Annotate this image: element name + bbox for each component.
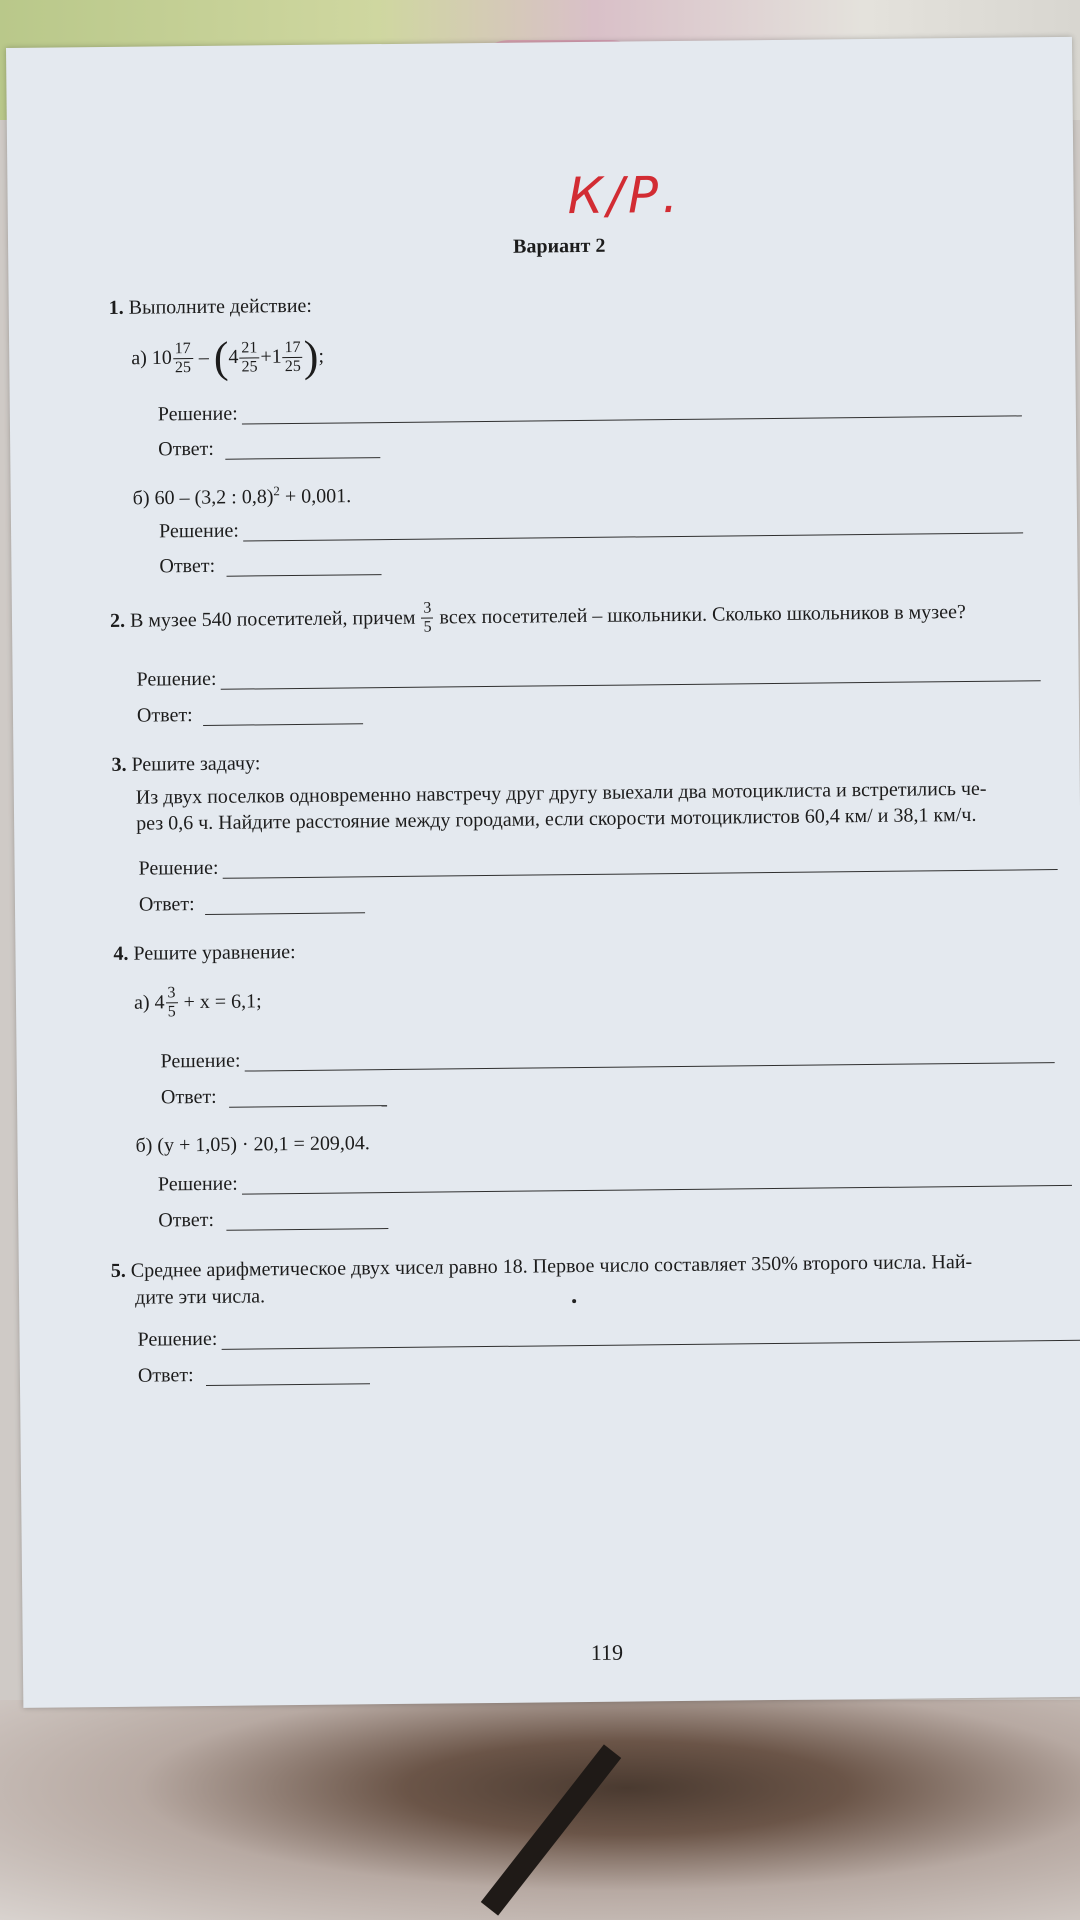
task-1a-den2: 25 bbox=[241, 357, 258, 376]
task-4a-fraction bbox=[165, 984, 177, 1021]
task-3-answer-line[interactable] bbox=[205, 912, 365, 915]
task-1a-expression bbox=[131, 331, 325, 382]
task-5-answer-label: Ответ: bbox=[137, 1364, 194, 1387]
task-2-num: 3 bbox=[421, 600, 433, 619]
task-1a-solution-line[interactable] bbox=[242, 415, 1022, 424]
task-3-number: 3. bbox=[111, 753, 127, 776]
task-4a-num: 3 bbox=[165, 984, 177, 1003]
task-3-line-2: рез 0,6 ч. Найдите расстояние между городами, если скорости мотоциклистов 60,4 км/ и 38,1 км/ч. bbox=[136, 803, 977, 835]
task-5-solution-label: Решение: bbox=[137, 1327, 218, 1351]
ink-dot bbox=[572, 1299, 576, 1303]
task-5-solution-line[interactable] bbox=[222, 1340, 1080, 1350]
task-1a-end: ; bbox=[318, 345, 325, 368]
task-1a-plus: +1 bbox=[260, 345, 282, 368]
task-1-number: 1. bbox=[108, 296, 124, 319]
task-1a-solution-label: Решение: bbox=[157, 402, 238, 426]
background-fabric bbox=[0, 1700, 1080, 1920]
task-2-den: 5 bbox=[423, 618, 432, 636]
task-1a-num3: 17 bbox=[283, 338, 303, 357]
task-1b-letter: б) bbox=[132, 487, 150, 510]
task-4-heading bbox=[113, 941, 295, 966]
task-1a-num1: 17 bbox=[173, 340, 193, 359]
task-1a-fraction3 bbox=[283, 338, 303, 375]
task-2-text-after: всех посетителей – школьники. Сколько школьников в музее? bbox=[439, 600, 966, 629]
task-1b-expr-end: + 0,001. bbox=[279, 485, 352, 508]
task-1a-answer-line[interactable] bbox=[225, 457, 380, 460]
task-1b-exponent: 2 bbox=[273, 483, 280, 499]
task-3-line-1: Из двух поселков одновременно навстречу друг другу выехали два мотоциклиста и встретились че- bbox=[135, 777, 987, 809]
task-4a-rest: + x = 6,1; bbox=[183, 990, 262, 1014]
task-1b-expression bbox=[133, 482, 352, 510]
task-1a-open-paren: ( bbox=[213, 332, 229, 382]
task-4b-answer-label: Ответ: bbox=[158, 1208, 215, 1232]
task-4b-solution-line[interactable] bbox=[242, 1185, 1072, 1195]
task-1a-answer-label: Ответ: bbox=[158, 437, 215, 461]
task-1a-fraction1 bbox=[173, 340, 193, 377]
worksheet-page bbox=[6, 37, 1080, 1708]
task-3-answer-label: Ответ: bbox=[138, 893, 195, 916]
task-5-line-2: дите эти числа. bbox=[134, 1285, 266, 1309]
task-2-solution-label: Решение: bbox=[136, 667, 217, 691]
task-3-solution-label: Решение: bbox=[138, 856, 219, 880]
task-1b-answer-label: Ответ: bbox=[159, 554, 216, 578]
task-3-heading bbox=[111, 752, 260, 777]
task-1a-close-paren: ) bbox=[303, 331, 319, 381]
task-1a-num2: 21 bbox=[239, 339, 259, 358]
task-3-title: Решите задачу: bbox=[131, 752, 261, 776]
task-2-answer-line[interactable] bbox=[203, 723, 363, 726]
task-1b-solution-label: Решение: bbox=[158, 519, 240, 543]
task-5-answer-line[interactable] bbox=[206, 1383, 370, 1386]
task-4b-letter: б) bbox=[135, 1134, 153, 1157]
task-4a-expression bbox=[134, 983, 262, 1021]
task-2-number: 2. bbox=[109, 609, 126, 632]
task-1b-answer-line[interactable] bbox=[227, 574, 382, 577]
task-2-fraction bbox=[421, 600, 433, 637]
task-2-answer-label: Ответ: bbox=[136, 704, 193, 727]
task-1a-den3: 25 bbox=[284, 357, 301, 375]
handwritten-mark: К/Р. bbox=[567, 165, 683, 226]
task-4-title: Решите уравнение: bbox=[133, 941, 296, 965]
task-1-title: Выполните действие: bbox=[128, 294, 313, 319]
task-3-solution-line[interactable] bbox=[223, 869, 1058, 879]
task-1b-expr-start: 60 – (3,2 : 0,8) bbox=[154, 485, 274, 510]
task-4a-answer-label: Ответ: bbox=[160, 1085, 217, 1109]
task-1-heading bbox=[109, 295, 312, 320]
task-1a-letter: а) bbox=[131, 347, 147, 370]
task-2-solution-line[interactable] bbox=[221, 680, 1041, 690]
task-4b-expr: (y + 1,05) · 20,1 = 209,04. bbox=[157, 1132, 370, 1157]
task-5-line-1 bbox=[111, 1251, 973, 1283]
task-1a-fraction2 bbox=[239, 339, 259, 376]
task-4b-solution-label: Решение: bbox=[157, 1172, 238, 1196]
variant-title: Вариант 2 bbox=[512, 234, 606, 258]
task-4a-whole: 4 bbox=[154, 991, 165, 1014]
task-1a-minus: – bbox=[198, 346, 209, 369]
task-4b-expression bbox=[135, 1132, 370, 1157]
task-4a-solution-label: Решение: bbox=[160, 1049, 241, 1073]
task-4a-answer-line[interactable] bbox=[229, 1105, 387, 1108]
task-4a-letter: а) bbox=[133, 991, 150, 1014]
task-1b-solution-line[interactable] bbox=[243, 532, 1023, 541]
task-4a-den: 5 bbox=[167, 1003, 176, 1021]
task-4b-answer-line[interactable] bbox=[226, 1228, 388, 1231]
task-1a-den1: 25 bbox=[174, 358, 191, 376]
task-2-text bbox=[110, 594, 966, 640]
task-5-text-1: Среднее арифметическое двух чисел равно 18. Первое число составляет 350% второго числа. Най- bbox=[130, 1250, 973, 1282]
task-2-text-before: В музее 540 посетителей, причем bbox=[129, 606, 416, 632]
task-1a-whole1: 10 bbox=[151, 346, 172, 369]
task-5-number: 5. bbox=[110, 1259, 126, 1282]
task-1a-whole2: 4 bbox=[228, 346, 239, 369]
page-number: 119 bbox=[590, 1639, 624, 1665]
task-4a-solution-line[interactable] bbox=[245, 1062, 1055, 1071]
task-4-number: 4. bbox=[113, 942, 129, 965]
